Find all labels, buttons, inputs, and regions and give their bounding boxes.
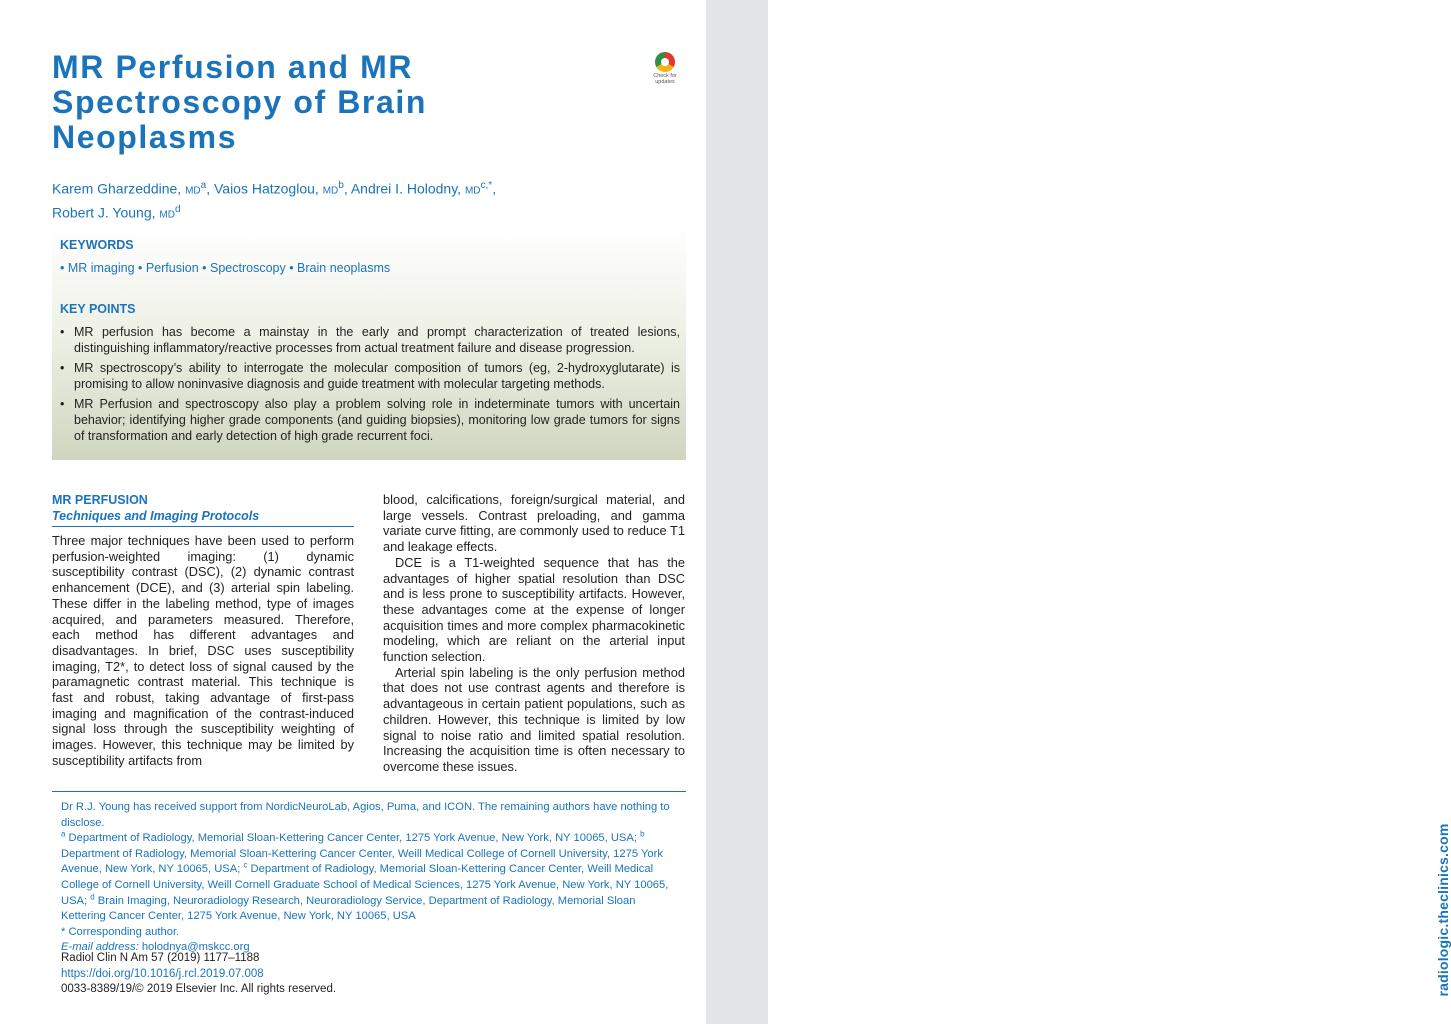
author-degree: MD bbox=[322, 185, 339, 197]
journal-citation: Radiol Clin N Am 57 (2019) 1177–1188 bbox=[61, 952, 260, 964]
affiliation-text: Department of Radiology, Memorial Sloan-Kettering Cancer Center, Weill Medical College of Cornell University, 1275 York Avenue, New York, NY 10065, USA; bbox=[61, 847, 663, 876]
crossmark-icon bbox=[655, 52, 675, 72]
footnote-divider bbox=[52, 791, 686, 792]
keywords-list: • MR imaging • Perfusion • Spectroscopy • Brain neoplasms bbox=[60, 261, 391, 275]
key-point-item: • MR perfusion has become a mainstay in the early and prompt characterization of treated lesions, distinguishing inflammatory/reactive processes from actual treatment failure and disease progression. bbox=[60, 324, 680, 356]
author-affiliation-mark: c,* bbox=[480, 180, 493, 191]
author-affiliation-mark: b bbox=[338, 180, 344, 191]
doi-link[interactable]: https://doi.org/10.1016/j.rcl.2019.07.008 bbox=[61, 967, 264, 980]
author-affiliation-mark: a bbox=[200, 180, 207, 191]
body-column-left bbox=[52, 492, 354, 769]
author-name: Vaios Hatzoglou, bbox=[213, 180, 323, 197]
author-degree: MD bbox=[185, 185, 201, 197]
article-title: MR Perfusion and MR Spectroscopy of Brain Neoplasms bbox=[52, 49, 428, 155]
email-link[interactable]: holodnya@mskcc.org bbox=[138, 941, 250, 954]
check-for-updates-button[interactable] bbox=[645, 52, 685, 90]
email-label: E-mail address: bbox=[61, 941, 139, 954]
keywords-box bbox=[52, 228, 686, 460]
section-heading: MR PERFUSION bbox=[52, 493, 148, 507]
key-points-list bbox=[60, 324, 680, 448]
disclosure-note: Dr R.J. Young has received support from NordicNeuroLab, Agios, Puma, and ICON. The remaining authors have nothing to disclose. bbox=[61, 801, 670, 829]
check-updates-label: Check for updates bbox=[653, 73, 677, 85]
author-name: Andrei I. Holodny, bbox=[350, 180, 465, 197]
affiliation-text: Department of Radiology, Memorial Sloan-Kettering Cancer Center, 1275 York Avenue, New York, NY 10065, USA; bbox=[65, 832, 641, 845]
citation-block bbox=[61, 951, 561, 998]
author-name: Robert J. Young, bbox=[52, 204, 160, 221]
author-affiliation-mark: d bbox=[174, 203, 181, 215]
affiliation-text: Department of Radiology, Memorial Sloan-Kettering Cancer Center, Weill Medical College of Cornell University, Weill Cornell Graduate School of Medical Sciences, 1275 York Avenue, New York, NY 10065, USA; bbox=[61, 863, 669, 907]
body-paragraph: Three major techniques have been used to perform perfusion-weighted imaging: (1) dynamic susceptibility contrast (DSC), (2) dynamic contrast enhancement (DCE), and (3) arterial spin labeling. These differ in the labeling method, type of images acquired, and parameters measured. Therefore, each method has different advantages and disadvantages. In brief, DSC uses susceptibility imaging, T2*, to detect loss of signal caused by the paramagnetic contrast material. This technique is fast and robust, taking advantage of first-pass imaging and magnification of the contrast-induced signal loss through the susceptibility weighting of images. However, this technique may be limited by susceptibility artifacts from bbox=[52, 533, 354, 768]
author-degree: MD bbox=[159, 209, 175, 221]
author-list: Karem Gharzeddine, $MD^a$, Vaios Hatzoglou, $MD^b$, Andrei I. Holodny, $MD^{c,*}$, Robert J. Young, $MD^d$ bbox=[52, 180, 497, 221]
keywords-heading: KEYWORDS bbox=[60, 238, 134, 252]
body-paragraph: DCE is a T1-weighted sequence that has the advantages of higher spatial resolution than DSC and is less prone to susceptibility artifacts. However, these advantages come at the expense of longer acquisition times and more complex pharmacokinetic modeling, which are reliant on the arterial input function selection. bbox=[383, 554, 685, 665]
body-paragraph: Arterial spin labeling is the only perfusion method that does not use contrast agents and therefore is advantageous in certain patient populations, such as children. However, this technique is limited by low signal to noise ratio and limited spatial resolution. Increasing the acquisition time is often necessary to overcome these issues. bbox=[383, 664, 685, 774]
footnotes bbox=[61, 800, 681, 956]
author-name: Karem Gharzeddine, bbox=[52, 180, 186, 197]
key-point-item: • MR spectroscopy’s ability to interrogate the molecular composition of tumors (eg, 2-hydroxyglutarate) is promising to allow noninvasive diagnosis and guide treatment with molecular targeting methods. bbox=[60, 360, 680, 392]
subsection-heading: Techniques and Imaging Protocols bbox=[52, 508, 354, 527]
body-column-right bbox=[383, 492, 685, 775]
affiliation-text: Brain Imaging, Neuroradiology Research, Neuroradiology Service, Department of Radiology, Memorial Sloan Kettering Cancer Center, 1275 York Avenue, New York, NY 10065, USA bbox=[61, 894, 636, 923]
body-paragraph: blood, calcifications, foreign/surgical material, and large vessels. Contrast preloading, and gamma variate curve fitting, are commonly used to reduce T1 and leakage effects. bbox=[383, 492, 685, 555]
affiliations: $^a$ Department of Radiology, Memorial Sloan-Kettering Cancer Center, 1275 York Avenue, New York, NY 10065, USA; $^b$ Department of Radiology, Memorial Sloan-Kettering Cancer Center, Weill Medical College of Cornell University, 1275 York Avenue, New York, NY 10065, USA; $^c$ Department of Radiology, Memorial Sloan-Kettering Cancer Center, Weill Medical College of Cornell University, Weill Cornell Graduate School of Medical Sciences, 1275 York Avenue, New York, NY 10065, USA; $^d$ Brain Imaging, Neuroradiology Research, Neuroradiology Service, Department of Radiology, Memorial Sloan Kettering Cancer Center, 1275 York Avenue, New York, NY 10065, USA bbox=[61, 829, 669, 923]
author-degree: MD bbox=[464, 185, 481, 197]
corresponding-author-note: * Corresponding author. bbox=[61, 925, 180, 938]
key-points-heading: KEY POINTS bbox=[60, 302, 136, 316]
copyright-line: 0033-8389/19/© 2019 Elsevier Inc. All rights reserved. bbox=[61, 983, 337, 996]
key-point-item: • MR Perfusion and spectroscopy also play a problem solving role in indeterminate tumors with uncertain behavior; identifying higher grade components (and guiding biopsies), monitoring low grade tumors for signs of transformation and early detection of high grade recurrent foci. bbox=[60, 396, 680, 444]
journal-url[interactable]: radiologic.theclinics.com bbox=[1435, 823, 1451, 997]
journal-sidebar bbox=[706, 0, 1451, 1024]
